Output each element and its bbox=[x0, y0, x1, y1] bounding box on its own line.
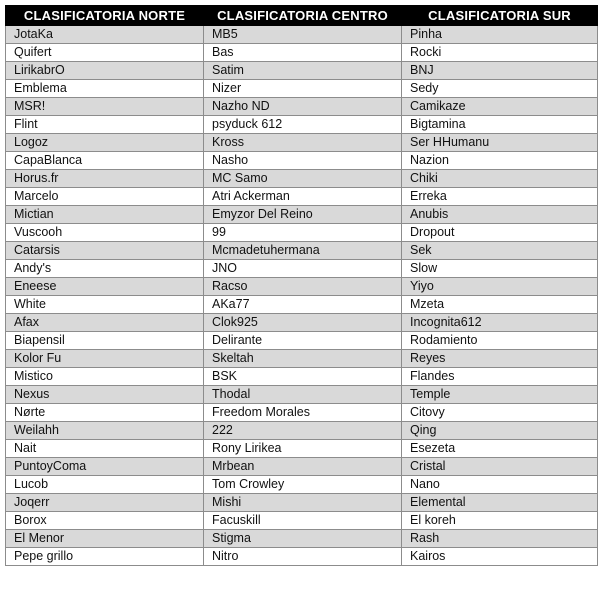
cell-norte: Catarsis bbox=[6, 242, 204, 260]
cell-sur: Erreka bbox=[402, 188, 598, 206]
table-row bbox=[6, 530, 598, 548]
cell-norte: Flint bbox=[6, 116, 204, 134]
cell-centro: 222 bbox=[204, 422, 402, 440]
cell-centro: Mrbean bbox=[204, 458, 402, 476]
header-sur: CLASIFICATORIA SUR bbox=[402, 6, 598, 26]
cell-sur: Citovy bbox=[402, 404, 598, 422]
cell-sur: Rash bbox=[402, 530, 598, 548]
cell-norte: Nexus bbox=[6, 386, 204, 404]
cell-sur: Pinha bbox=[402, 26, 598, 44]
cell-sur: Sek bbox=[402, 242, 598, 260]
cell-sur: Esezeta bbox=[402, 440, 598, 458]
table-row bbox=[6, 188, 598, 206]
cell-centro: Clok925 bbox=[204, 314, 402, 332]
cell-norte: JotaKa bbox=[6, 26, 204, 44]
cell-centro: Nizer bbox=[204, 80, 402, 98]
cell-norte: Biapensil bbox=[6, 332, 204, 350]
table-row bbox=[6, 296, 598, 314]
table-row bbox=[6, 422, 598, 440]
cell-centro: Nitro bbox=[204, 548, 402, 566]
table-row bbox=[6, 332, 598, 350]
table-row bbox=[6, 404, 598, 422]
table-row bbox=[6, 134, 598, 152]
cell-norte: Afax bbox=[6, 314, 204, 332]
cell-norte: Weilahh bbox=[6, 422, 204, 440]
cell-centro: Mcmadetuhermana bbox=[204, 242, 402, 260]
cell-centro: Bas bbox=[204, 44, 402, 62]
cell-sur: Mzeta bbox=[402, 296, 598, 314]
cell-sur: Qing bbox=[402, 422, 598, 440]
cell-centro: Tom Crowley bbox=[204, 476, 402, 494]
cell-norte: Horus.fr bbox=[6, 170, 204, 188]
table-row bbox=[6, 116, 598, 134]
cell-norte: Nait bbox=[6, 440, 204, 458]
table-row bbox=[6, 350, 598, 368]
cell-norte: Joqerr bbox=[6, 494, 204, 512]
table-row bbox=[6, 44, 598, 62]
classification-table bbox=[5, 5, 598, 566]
table-row bbox=[6, 512, 598, 530]
cell-norte: Andy's bbox=[6, 260, 204, 278]
cell-centro: Atri Ackerman bbox=[204, 188, 402, 206]
cell-centro: BSK bbox=[204, 368, 402, 386]
cell-sur: BNJ bbox=[402, 62, 598, 80]
cell-sur: Cristal bbox=[402, 458, 598, 476]
table-row bbox=[6, 80, 598, 98]
classification-sheet bbox=[5, 5, 598, 566]
table-row bbox=[6, 368, 598, 386]
cell-centro: Freedom Morales bbox=[204, 404, 402, 422]
header-row bbox=[6, 6, 598, 26]
cell-norte: Borox bbox=[6, 512, 204, 530]
cell-norte: Eneese bbox=[6, 278, 204, 296]
cell-centro: 99 bbox=[204, 224, 402, 242]
cell-sur: Anubis bbox=[402, 206, 598, 224]
cell-centro: MB5 bbox=[204, 26, 402, 44]
cell-sur: Bigtamina bbox=[402, 116, 598, 134]
header-norte: CLASIFICATORIA NORTE bbox=[6, 6, 204, 26]
cell-sur: Chiki bbox=[402, 170, 598, 188]
cell-norte: Quifert bbox=[6, 44, 204, 62]
table-row bbox=[6, 386, 598, 404]
table-row bbox=[6, 26, 598, 44]
cell-centro: Mishi bbox=[204, 494, 402, 512]
cell-sur: Elemental bbox=[402, 494, 598, 512]
table-row bbox=[6, 206, 598, 224]
table-row bbox=[6, 440, 598, 458]
cell-centro: AKa77 bbox=[204, 296, 402, 314]
cell-norte: Logoz bbox=[6, 134, 204, 152]
cell-norte: Marcelo bbox=[6, 188, 204, 206]
table-row bbox=[6, 278, 598, 296]
cell-centro: JNO bbox=[204, 260, 402, 278]
table-row bbox=[6, 476, 598, 494]
cell-sur: Nazion bbox=[402, 152, 598, 170]
cell-sur: Yiyo bbox=[402, 278, 598, 296]
cell-norte: Mictian bbox=[6, 206, 204, 224]
cell-centro: Facuskill bbox=[204, 512, 402, 530]
cell-sur: Sedy bbox=[402, 80, 598, 98]
cell-sur: Ser HHumanu bbox=[402, 134, 598, 152]
cell-centro: Delirante bbox=[204, 332, 402, 350]
cell-norte: Vuscooh bbox=[6, 224, 204, 242]
cell-centro: Skeltah bbox=[204, 350, 402, 368]
cell-sur: Camikaze bbox=[402, 98, 598, 116]
cell-norte: LirikabrO bbox=[6, 62, 204, 80]
cell-norte: Emblema bbox=[6, 80, 204, 98]
cell-norte: PuntoyComa bbox=[6, 458, 204, 476]
cell-sur: Nano bbox=[402, 476, 598, 494]
table-row bbox=[6, 458, 598, 476]
table-row bbox=[6, 314, 598, 332]
cell-sur: Rocki bbox=[402, 44, 598, 62]
cell-norte: MSR! bbox=[6, 98, 204, 116]
cell-norte: Pepe grillo bbox=[6, 548, 204, 566]
table-row bbox=[6, 260, 598, 278]
table-row bbox=[6, 242, 598, 260]
cell-centro: Satim bbox=[204, 62, 402, 80]
header-centro: CLASIFICATORIA CENTRO bbox=[204, 6, 402, 26]
cell-sur: Rodamiento bbox=[402, 332, 598, 350]
cell-centro: Nasho bbox=[204, 152, 402, 170]
table-row bbox=[6, 152, 598, 170]
cell-sur: Slow bbox=[402, 260, 598, 278]
table-row bbox=[6, 494, 598, 512]
cell-sur: Dropout bbox=[402, 224, 598, 242]
cell-norte: White bbox=[6, 296, 204, 314]
cell-centro: Racso bbox=[204, 278, 402, 296]
cell-norte: Nørte bbox=[6, 404, 204, 422]
cell-centro: Thodal bbox=[204, 386, 402, 404]
cell-sur: Flandes bbox=[402, 368, 598, 386]
cell-norte: Mistico bbox=[6, 368, 204, 386]
table-row bbox=[6, 62, 598, 80]
cell-sur: Temple bbox=[402, 386, 598, 404]
cell-centro: MC Samo bbox=[204, 170, 402, 188]
cell-norte: El Menor bbox=[6, 530, 204, 548]
table-body bbox=[6, 26, 598, 566]
cell-sur: El koreh bbox=[402, 512, 598, 530]
cell-centro: Emyzor Del Reino bbox=[204, 206, 402, 224]
cell-sur: Reyes bbox=[402, 350, 598, 368]
table-row bbox=[6, 224, 598, 242]
cell-centro: Rony Lirikea bbox=[204, 440, 402, 458]
cell-norte: Lucob bbox=[6, 476, 204, 494]
cell-centro: Stigma bbox=[204, 530, 402, 548]
cell-centro: Kross bbox=[204, 134, 402, 152]
cell-centro: Nazho ND bbox=[204, 98, 402, 116]
cell-centro: psyduck 612 bbox=[204, 116, 402, 134]
table-row bbox=[6, 98, 598, 116]
cell-norte: CapaBlanca bbox=[6, 152, 204, 170]
cell-sur: Kairos bbox=[402, 548, 598, 566]
table-row bbox=[6, 548, 598, 566]
table-row bbox=[6, 170, 598, 188]
cell-sur: Incognita612 bbox=[402, 314, 598, 332]
cell-norte: Kolor Fu bbox=[6, 350, 204, 368]
